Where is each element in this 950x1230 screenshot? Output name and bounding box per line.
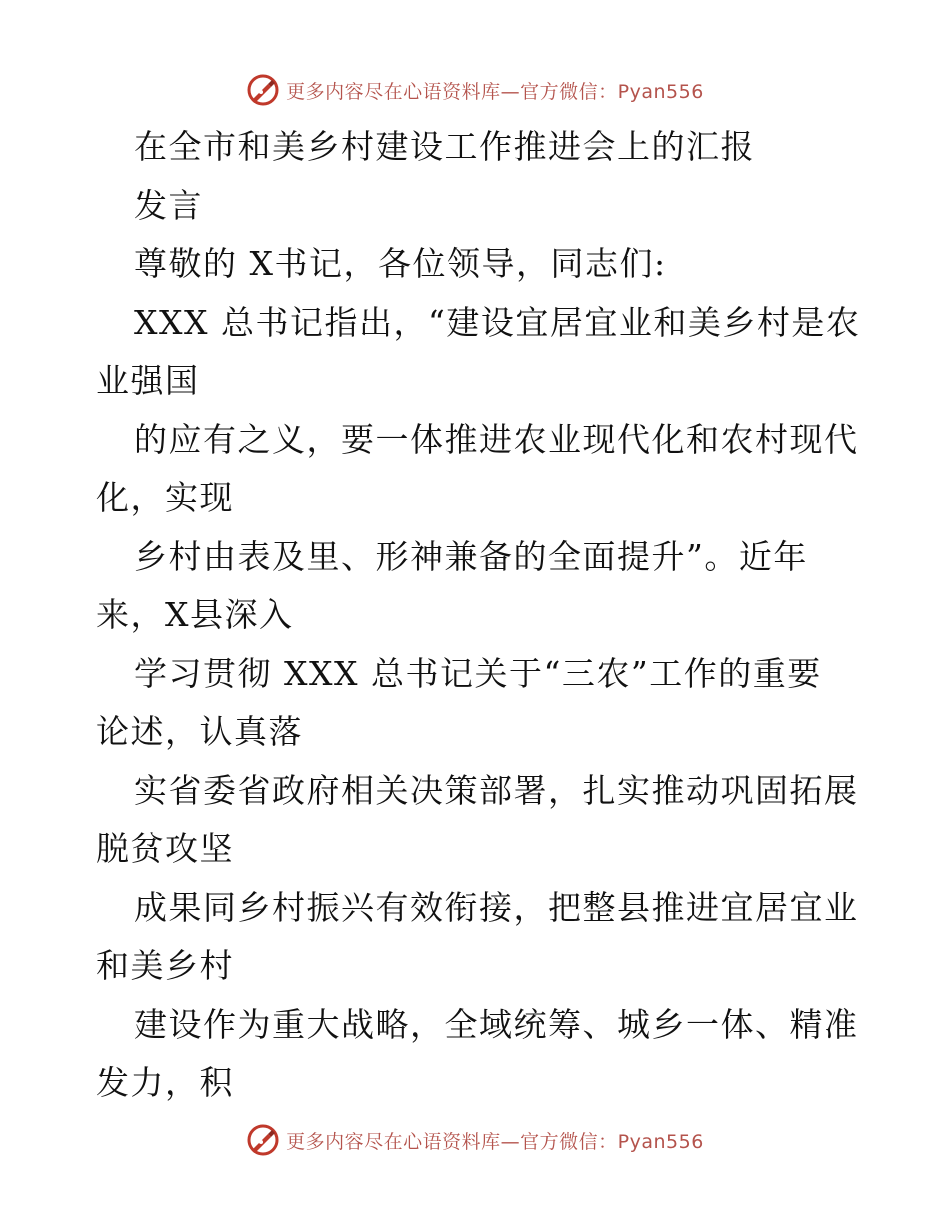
text-line: XXX 总书记指出，“建设宜居宜业和美乡村是农 <box>134 302 861 342</box>
text-line: 尊敬的 X书记，各位领导，同志们: <box>134 244 667 283</box>
text-line: 发力，积 <box>96 1063 234 1102</box>
footer-watermark <box>0 1120 950 1160</box>
text-line: 化，实现 <box>96 478 234 517</box>
text-line: 和美乡村 <box>96 946 234 985</box>
watermark-text: 更多内容尽在心语资料库—官方微信：Pyan556 <box>286 80 704 103</box>
text-line: 发言 <box>134 185 203 225</box>
text-line: 脱贫攻坚 <box>96 829 234 868</box>
text-line: 实省委省政府相关决策部署，扎实推动巩固拓展 <box>134 770 859 810</box>
pen-logo-icon <box>246 1123 280 1157</box>
text-line: 学习贯彻 XXX 总书记关于“三农”工作的重要 <box>134 653 822 693</box>
text-line: 的应有之义，要一体推进农业现代化和农村现代 <box>134 419 859 459</box>
text-line: 乡村由表及里、形神兼备的全面提升”。近年 <box>134 536 808 576</box>
text-line: 业强国 <box>96 361 200 400</box>
watermark-text: 更多内容尽在心语资料库—官方微信：Pyan556 <box>286 1130 704 1153</box>
text-line: 成果同乡村振兴有效衔接，把整县推进宜居宜业 <box>134 887 859 927</box>
text-line: 建设作为重大战略，全域统筹、城乡一体、精准 <box>134 1004 859 1044</box>
text-line: 论述，认真落 <box>96 712 303 751</box>
header-watermark <box>0 70 950 110</box>
pen-logo-icon <box>246 73 280 107</box>
text-line: 在全市和美乡村建设工作推进会上的汇报 <box>134 127 755 166</box>
text-line: 来，X县深入 <box>96 595 294 634</box>
document-body <box>96 118 866 1113</box>
